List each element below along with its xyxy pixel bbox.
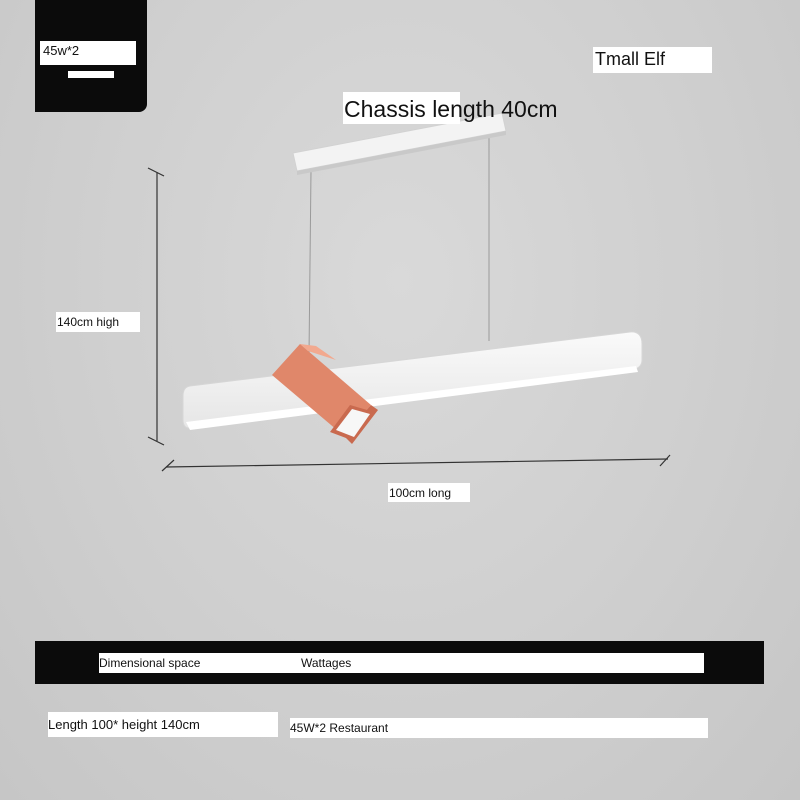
brand-label: Tmall Elf bbox=[593, 47, 712, 73]
spec-value-dimensions: Length 100* height 140cm bbox=[48, 712, 278, 737]
length-label: 100cm long bbox=[388, 483, 470, 502]
spec-table-header bbox=[35, 641, 764, 684]
length-dimension-cap-right bbox=[660, 455, 670, 466]
height-label: 140cm high bbox=[56, 312, 140, 332]
length-dimension-cap-left bbox=[162, 460, 174, 471]
wattage-tag: 45w*2 bbox=[40, 41, 136, 65]
height-dimension-cap-top bbox=[148, 168, 164, 176]
length-dimension-line bbox=[166, 459, 668, 467]
header-wattages: Wattages bbox=[301, 653, 704, 673]
suspension-wire-left bbox=[309, 170, 311, 356]
chassis-length-label: Chassis length 40cm bbox=[343, 92, 460, 124]
header-dimensional-space: Dimensional space bbox=[99, 653, 339, 673]
height-dimension-cap-bottom bbox=[148, 437, 164, 445]
spec-value-wattage: 45W*2 Restaurant bbox=[290, 718, 708, 738]
